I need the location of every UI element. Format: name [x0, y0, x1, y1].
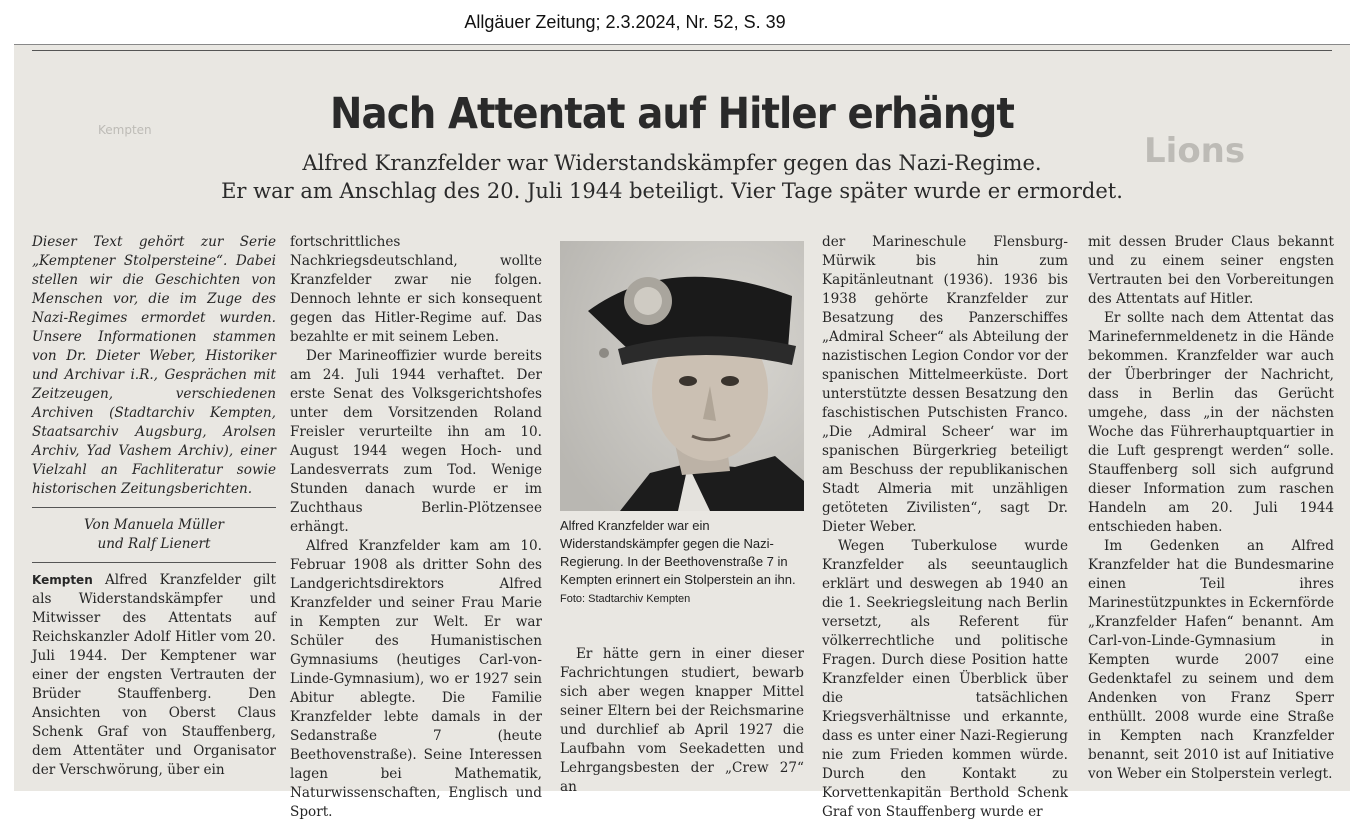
- byline-line-1: Von Manuela Müller: [83, 517, 225, 533]
- column-2: [290, 233, 542, 822]
- column-4: [822, 233, 1068, 822]
- caption-text: Alfred Kranzfelder war ein Widerstandskämpfer gegen die Nazi-Regierung. In der Beethovenstraße 7 in Kempten erinnert ein Stolperstein an ihn.: [560, 518, 796, 587]
- officer-portrait-image: [560, 241, 804, 511]
- newspaper-clipping: [14, 44, 1350, 820]
- show-through-mark: Kempten: [98, 123, 152, 137]
- dateline: Kempten: [32, 573, 93, 587]
- column-rule: [32, 507, 276, 508]
- paragraph: fortschrittliches Nachkriegsdeutschland, wollte Kranzfelder zwar nie folgen. Dennoch lehnte er sich konsequent gegen das Hitler-Regime auf. Das bezahlte er mit seinem Leben.: [290, 234, 542, 345]
- lead-paragraph: [32, 571, 276, 780]
- column-5: [1088, 233, 1334, 784]
- paragraph: Alfred Kranzfelder kam am 10. Februar 1908 als dritter Sohn des Landgerichtsdirektors Alfred Kranzfelder und seiner Frau Marie in Kempten zur Welt. Er war Schüler des Humanistischen Gymnasiums (heutiges Carl-von-Linde-Gymnasium), wo er 1927 sein Abitur ablegte. Die Familie Kranzfelder lebte damals in der Sedanstraße 7 (heute Beethovenstraße). Seine Interessen lagen bei Mathematik, Naturwissenschaften, Englisch und Sport.: [290, 538, 542, 820]
- paragraph: Der Marineoffizier wurde bereits am 24. Juli 1944 verhaftet. Der erste Senat des Volksgerichtshofes unter dem Vorsitzenden Roland Freisler verurteilte ihn am 10. August 1944 wegen Hoch- und Landesverrats zum Tod. Wenige Stunden danach wurde er im Zuchthaus Berlin-Plötzensee erhängt.: [290, 348, 542, 535]
- byline-line-2: und Ralf Lienert: [97, 536, 211, 552]
- series-intro: Dieser Text gehört zur Serie „Kemptener Stolpersteine“. Dabei stellen wir die Geschichten von Menschen vor, die im Zuge des Nazi-Regimes ermordet wurden. Unsere Informationen stammen von Dr. Dieter Weber, Historiker und Archivar i.R., Gesprächen mit Zeitzeugen, verschiedenen Archiven (Stadtarchiv Kempten, Staatsarchiv Augsburg, Arolsen Archiv, Yad Vashem Archiv), einer Vielzahl an Fachliteratur sowie historischen Zeitungsberichten.: [32, 234, 276, 497]
- subhead-line-2: Er war am Anschlag des 20. Juli 1944 beteiligt. Vier Tage später wurde er ermordet.: [221, 179, 1123, 203]
- column-1: [32, 233, 276, 780]
- headline: Nach Attentat auf Hitler erhängt: [330, 89, 1014, 139]
- show-through-heading: Lions: [1144, 131, 1246, 171]
- lead-text: Alfred Kranzfelder gilt als Widerstandskämpfer und Mitwisser des Attentats auf Reichskanzler Adolf Hitler vom 20. Juli 1944. Der Kemptener war einer der engsten Vertrauten der Brüder Stauffenberg. Den Ansichten von Oberst Claus Schenk Graf von Stauffenberg, dem Attentäter und Organisator der Verschwörung, über ein: [32, 572, 276, 778]
- subhead-line-1: Alfred Kranzfelder war Widerstandskämpfer gegen das Nazi-Regime.: [302, 151, 1042, 175]
- column-rule: [32, 562, 276, 563]
- top-rule: [32, 50, 1332, 51]
- paragraph: mit dessen Bruder Claus bekannt und zu einem seiner engsten Vertrauten bei den Vorbereitungen des Attentats auf Hitler.: [1088, 234, 1334, 307]
- photo-credit: Foto: Stadtarchiv Kempten: [560, 593, 691, 605]
- portrait-photo: [560, 241, 804, 511]
- byline: [32, 516, 276, 554]
- paragraph: Wegen Tuberkulose wurde Kranzfelder als seeuntauglich erklärt und deswegen ab 1940 an die 1. Seekriegsleitung nach Berlin versetzt, als Referent für völkerrechtliche und politische Fragen. Durch diese Position hatte Kranzfelder einen Überblick über die tatsächlichen Kriegsverhältnisse und erkannte, dass es unter einer Nazi-Regierung nie zum Frieden kommen würde. Durch den Kontakt zu Korvettenkapitän Berthold Schenk Graf von Stauffenberg wurde er: [822, 538, 1068, 820]
- column-3: [560, 645, 804, 797]
- subheadline: [14, 149, 1330, 205]
- paragraph: Im Gedenken an Alfred Kranzfelder hat die Bundesmarine einen Teil ihres Marinestützpunktes in Eckernförde „Kranzfelder Hafen“ benannt. Am Carl-von-Linde-Gymnasium in Kempten wurde 2007 eine Gedenktafel zu seinem und dem Andenken von Franz Sperr enthüllt. 2008 wurde eine Straße in Kempten nach Kranzfelder benannt, seit 2010 ist auf Initiative von Weber ein Stolperstein verlegt.: [1088, 538, 1334, 782]
- source-line: Allgäuer Zeitung; 2.3.2024, Nr. 52, S. 39: [464, 12, 786, 32]
- photo-caption: [560, 517, 804, 608]
- paragraph: der Marineschule Flensburg-Mürwik bis hin zum Kapitänleutnant (1936). 1936 bis 1938 gehörte Kranzfelder zur Besatzung des Panzerschiffes „Admiral Scheer“ als Abteilung der nazistischen Legion Condor vor der spanischen Mittelmeerküste. Dort unterstützte dessen Besatzung den faschistischen Putschisten Franco. „Die ‚Admiral Scheer‘ war im spanischen Bürgerkrieg beteiligt am Beschuss der republikanischen Stadt Almeria mit unzähligen getöteten Zivilisten“, sagt Dr. Dieter Weber.: [822, 234, 1068, 535]
- paragraph: Er hätte gern in einer dieser Fachrichtungen studiert, bewarb sich aber wegen knapper Mittel seiner Eltern bei der Reichsmarine und durchlief ab April 1927 die Laufbahn vom Seekadetten und Lehrgangsbesten der „Crew 27“ an: [560, 646, 804, 795]
- paragraph: Er sollte nach dem Attentat das Marinefernmeldenetz in die Hände bekommen. Kranzfelder war auch der Überbringer der Nachricht, dass in Berlin das Gerücht umgehe, dass „in der nächsten Woche das Führerhauptquartier in die Luft gesprengt werden“ solle. Stauffenberg soll sich aufgrund dieser Information zum raschen Handeln am 20. Juli 1944 entschieden haben.: [1088, 310, 1334, 535]
